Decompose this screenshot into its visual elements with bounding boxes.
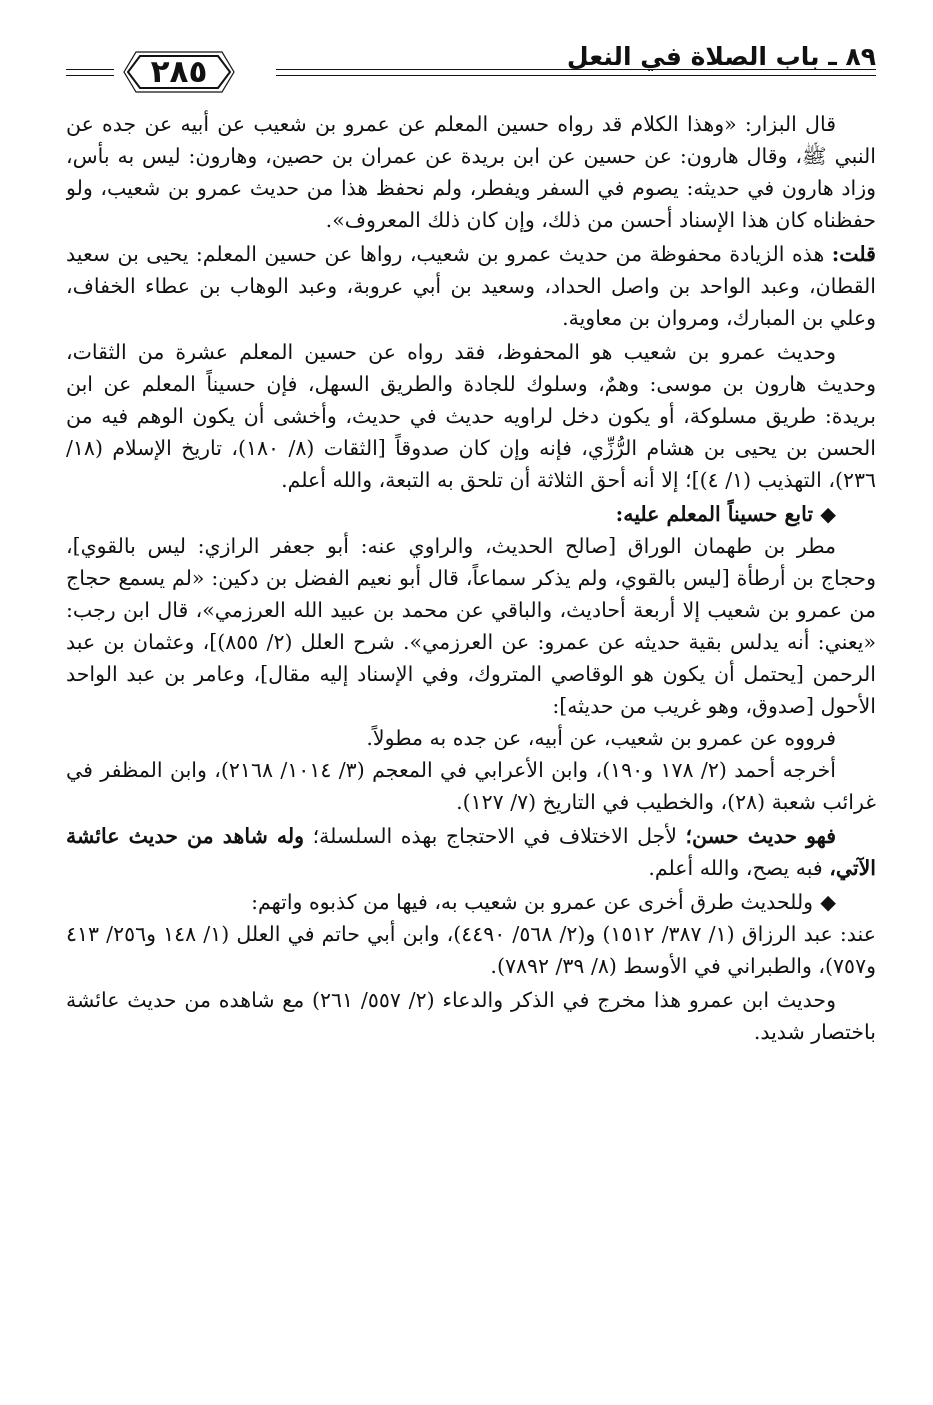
header-rule-left: [66, 69, 114, 76]
paragraph-followers: [66, 530, 876, 722]
section-heading: [66, 498, 876, 530]
chapter-title: ٨٩ ـ باب الصلاة في النعل: [566, 42, 876, 71]
paragraph-text: أخرجه أحمد (٢/ ١٧٨ و١٩٠)، وابن الأعرابي في المعجم (٣/ ١٠١٤/ ٢١٦٨)، وابن المظفر في غرائب شعبة (٢٨)، والخطيب في التاريخ (٧/ ١٢٧).: [66, 758, 876, 814]
paragraph-other-routes: [66, 886, 876, 918]
paragraph-mahfooz: [66, 336, 876, 496]
paragraph-lead: فهو حديث حسن؛: [685, 824, 836, 848]
paragraph-text: فرووه عن عمرو بن شعيب، عن أبيه، عن جده به مطولاً.: [366, 726, 836, 750]
paragraph-text: عند: عبد الرزاق (١/ ٣٨٧/ ١٥١٢) و(٢/ ٥٦٨/ ٤٤٩٠)، وابن أبي حاتم في العلل (١/ ١٤٨ و٢٥٦/ ٤١٣ و٧٥٧)، والطبراني في الأوسط (٨/ ٣٩/ ٧٨٩٢).: [66, 922, 876, 978]
page-header: [66, 38, 876, 98]
paragraph-takhrij: [66, 754, 876, 818]
paragraph-text: وللحديث طرق أخرى عن عمرو بن شعيب به، فيها من كذبوه واتهم:: [251, 890, 814, 914]
paragraph-bazzar-quote: [66, 108, 876, 236]
page-body: [66, 108, 876, 1388]
paragraph-verdict: [66, 820, 876, 884]
paragraph-qultu: [66, 238, 876, 334]
paragraph-text: قال البزار: «وهذا الكلام قد رواه حسين المعلم عن عمرو بن شعيب عن أبيه عن جده عن النبي ﷺ، وقال هارون: عن حسين عن ابن بريدة عن عمران بن حصين، وهارون: ليس به بأس، وزاد هارون في حديثه: يصوم في السفر ويفطر، ولم نحفظ هذا من حديث عمرو بن شعيب، ولو حفظناه كان هذا الإسناد أحسن من ذلك، وإن كان ذلك المعروف».: [66, 112, 876, 232]
paragraph-lead: قلت:: [831, 242, 876, 266]
paragraph-text: وحديث ابن عمرو هذا مخرج في الذكر والدعاء (٢/ ٥٥٧/ ٢٦١) مع شاهده من حديث عائشة باختصار شديد.: [66, 988, 876, 1044]
paragraph-tail: فبه يصح، والله أعلم.: [648, 856, 830, 880]
paragraph-text: مطر بن طهمان الوراق [صالح الحديث، والراوي عنه: أبو جعفر الرازي: ليس بالقوي]، وحجاج بن أرطأة [ليس بالقوي، ولم يذكر سماعاً، قال أبو نعيم الفضل بن دكين: «لم يسمع حجاج من عمرو بن شعيب إلا أربعة أحاديث، والباقي عن محمد بن عبيد الله العرزمي»، قال ابن رجب: «يعني: أنه يدلس بقية حديثه عن عمرو: عن العرزمي». شرح العلل (٢/ ٨٥٥)]، وعثمان بن عبد الرحمن [يحتمل أن يكون هو الوقاصي المتروك، وفي الإسناد إليه مقال]، وعامر بن عبد الواحد الأحول [صدوق، وهو غريب من حديثه]:: [66, 534, 876, 718]
page-number: ٢٨٥: [150, 54, 208, 90]
paragraph-text: وحديث عمرو بن شعيب هو المحفوظ، فقد رواه عن حسين المعلم عشرة من الثقات، وحديث هارون بن موسى: وهمٌ، وسلوك للجادة والطريق السهل، فإن حسيناً المعلم عن ابن بريدة: طريق مسلوكة، أو يكون دخل لراويه حديث في حديث، وأخشى أن يكون الوهم فيه من الحسن بن يحيى بن هشام الرُّزِّي، فإنه وإن كان صدوقاً [الثقات (٨/ ١٨٠)، تاريخ الإسلام (١٨/ ٢٣٦)، التهذيب (١/ ٤)]؛ إلا أنه أحق الثلاثة أن تلحق به التبعة، والله أعلم.: [66, 340, 876, 492]
paragraph-tail-bold: وله شاهد من حديث عائشة الآتي،: [66, 824, 876, 880]
bullet-icon: ◆: [813, 890, 836, 914]
heading-text: تابع حسيناً المعلم عليه:: [615, 502, 814, 526]
paragraph-text: لأجل الاختلاف في الاحتجاج بهذه السلسلة؛: [304, 824, 686, 848]
page-number-ornament: [114, 50, 244, 94]
header-rule-right: [276, 69, 876, 76]
paragraph-text: هذه الزيادة محفوظة من حديث عمرو بن شعيب، رواها عن حسين المعلم: يحيى بن سعيد القطان، وعبد الواحد بن واصل الحداد، وسعيد بن أبي عروبة، وعبد الوهاب بن عطاء الخفاف، وعلي بن المبارك، ومروان بن معاوية.: [66, 242, 876, 330]
bullet-icon: ◆: [813, 502, 836, 526]
paragraph-rawooh: [66, 722, 876, 754]
paragraph-references: [66, 918, 876, 982]
paragraph-closing: [66, 984, 876, 1048]
